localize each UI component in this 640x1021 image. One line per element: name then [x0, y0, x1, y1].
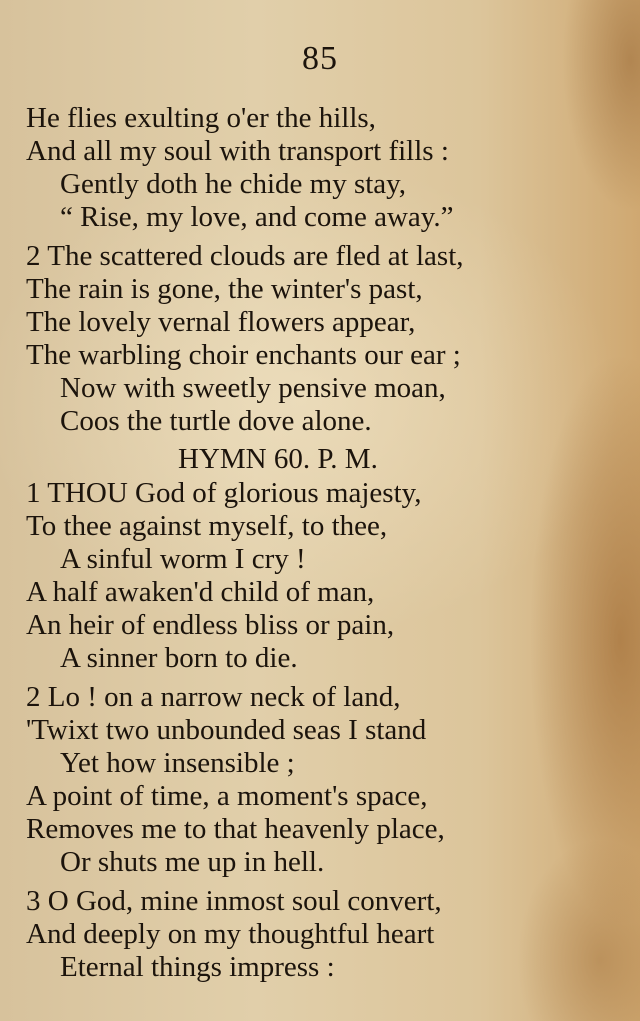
text-line: 1 THOU God of glorious majesty,	[26, 477, 422, 509]
text-line: And all my soul with transport fills :	[26, 135, 449, 167]
hymn-heading: HYMN 60. P. M.	[178, 443, 378, 475]
text-line: Yet how insensible ;	[60, 747, 295, 779]
text-line: 2 Lo ! on a narrow neck of land,	[26, 681, 401, 713]
text-line: A half awaken'd child of man,	[26, 576, 375, 608]
text-line: The lovely vernal flowers appear,	[26, 306, 416, 338]
text-line: Or shuts me up in hell.	[60, 846, 325, 878]
page-number: 85	[302, 40, 338, 77]
text-line: 3 O God, mine inmost soul convert,	[26, 885, 442, 917]
text-line: The warbling choir enchants our ear ;	[26, 339, 461, 371]
text-line: Eternal things impress :	[60, 951, 335, 983]
text-line: Coos the turtle dove alone.	[60, 405, 372, 437]
text-line: 2 The scattered clouds are fled at last,	[26, 240, 464, 272]
text-line: A point of time, a moment's space,	[26, 780, 428, 812]
text-line: A sinful worm I cry !	[60, 543, 306, 575]
text-line: An heir of endless bliss or pain,	[26, 609, 395, 641]
text-line: To thee against myself, to thee,	[26, 510, 388, 542]
text-line: And deeply on my thoughtful heart	[26, 918, 435, 950]
text-line: Gently doth he chide my stay,	[60, 168, 407, 200]
text-line: “ Rise, my love, and come away.”	[60, 201, 454, 233]
text-line: 'Twixt two unbounded seas I stand	[26, 714, 427, 746]
text-line: Now with sweetly pensive moan,	[60, 372, 446, 404]
text-line: A sinner born to die.	[60, 642, 298, 674]
text-line: The rain is gone, the winter's past,	[26, 273, 423, 305]
text-line: He flies exulting o'er the hills,	[26, 102, 376, 134]
text-line: Removes me to that heavenly place,	[26, 813, 445, 845]
